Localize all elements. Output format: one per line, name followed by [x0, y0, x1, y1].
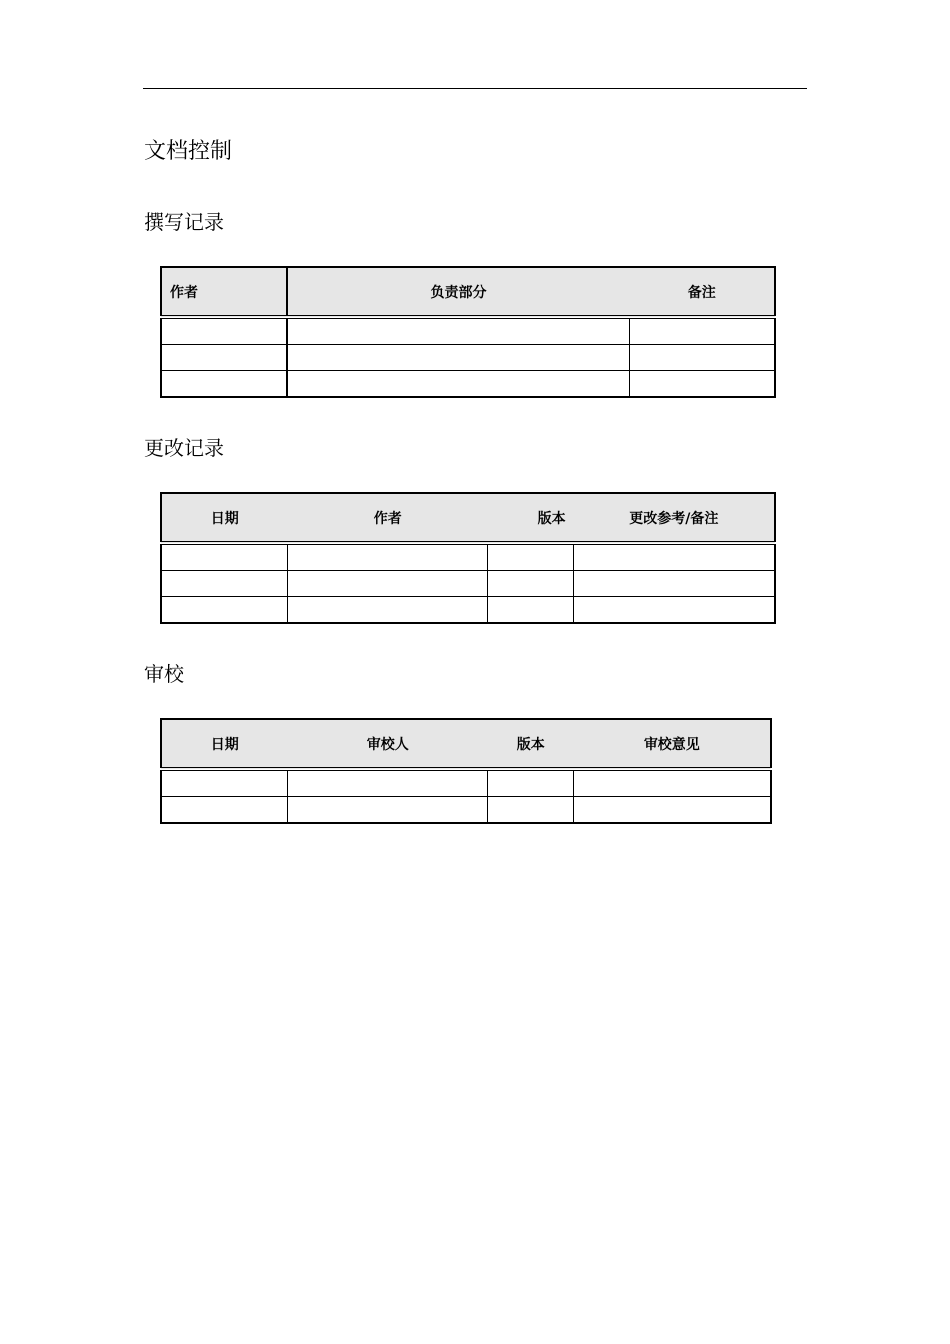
header-cell: 版本 — [488, 493, 574, 543]
table-cell[interactable] — [288, 571, 488, 597]
table-row — [161, 571, 775, 597]
table-row — [161, 317, 775, 345]
table-cell[interactable] — [288, 543, 488, 571]
table-header-row — [161, 719, 771, 769]
table-row — [161, 371, 775, 398]
table-cell[interactable] — [287, 345, 630, 371]
table-cell[interactable] — [161, 797, 288, 824]
header-cell: 备注 — [629, 267, 775, 317]
table-cell[interactable] — [488, 571, 574, 597]
review-table — [160, 718, 772, 824]
table-cell[interactable] — [574, 797, 771, 824]
table-cell[interactable] — [161, 371, 287, 398]
table-cell[interactable] — [574, 543, 775, 571]
table-cell[interactable] — [629, 371, 775, 398]
table-cell[interactable] — [161, 597, 288, 624]
table-cell[interactable] — [488, 597, 574, 624]
table-cell[interactable] — [287, 371, 630, 398]
authoring-table — [160, 266, 776, 398]
header-cell: 作者 — [161, 267, 287, 317]
header-cell: 日期 — [161, 493, 288, 543]
table-row — [161, 543, 775, 571]
table-cell[interactable] — [161, 571, 288, 597]
section-heading-changes: 更改记录 — [144, 436, 224, 460]
table-cell[interactable] — [488, 797, 574, 824]
table-cell[interactable] — [288, 797, 488, 824]
table-cell[interactable] — [574, 597, 775, 624]
table-row — [161, 797, 771, 824]
table-cell[interactable] — [161, 543, 288, 571]
table-cell[interactable] — [161, 769, 288, 797]
table-row — [161, 597, 775, 624]
table-cell[interactable] — [629, 317, 775, 345]
changes-table — [160, 492, 776, 624]
document-title: 文档控制 — [144, 139, 233, 164]
header-rule — [143, 88, 807, 89]
table-row — [161, 769, 771, 797]
table-cell[interactable] — [161, 317, 287, 345]
table-cell[interactable] — [287, 317, 630, 345]
table-cell[interactable] — [574, 571, 775, 597]
header-cell: 审校意见 — [574, 719, 771, 769]
table-header-row — [161, 493, 775, 543]
table-header-row — [161, 267, 775, 317]
table-cell[interactable] — [488, 543, 574, 571]
table-cell[interactable] — [488, 769, 574, 797]
table-cell[interactable] — [574, 769, 771, 797]
header-cell: 更改参考/备注 — [574, 493, 775, 543]
table-cell[interactable] — [629, 345, 775, 371]
header-cell: 审校人 — [288, 719, 488, 769]
header-cell: 版本 — [488, 719, 574, 769]
table-cell[interactable] — [288, 769, 488, 797]
table-cell[interactable] — [288, 597, 488, 624]
section-heading-authoring: 撰写记录 — [144, 210, 224, 234]
header-cell: 日期 — [161, 719, 288, 769]
table-cell[interactable] — [161, 345, 287, 371]
section-heading-review: 审校 — [144, 662, 184, 686]
header-cell: 负责部分 — [287, 267, 630, 317]
header-cell: 作者 — [288, 493, 488, 543]
table-row — [161, 345, 775, 371]
